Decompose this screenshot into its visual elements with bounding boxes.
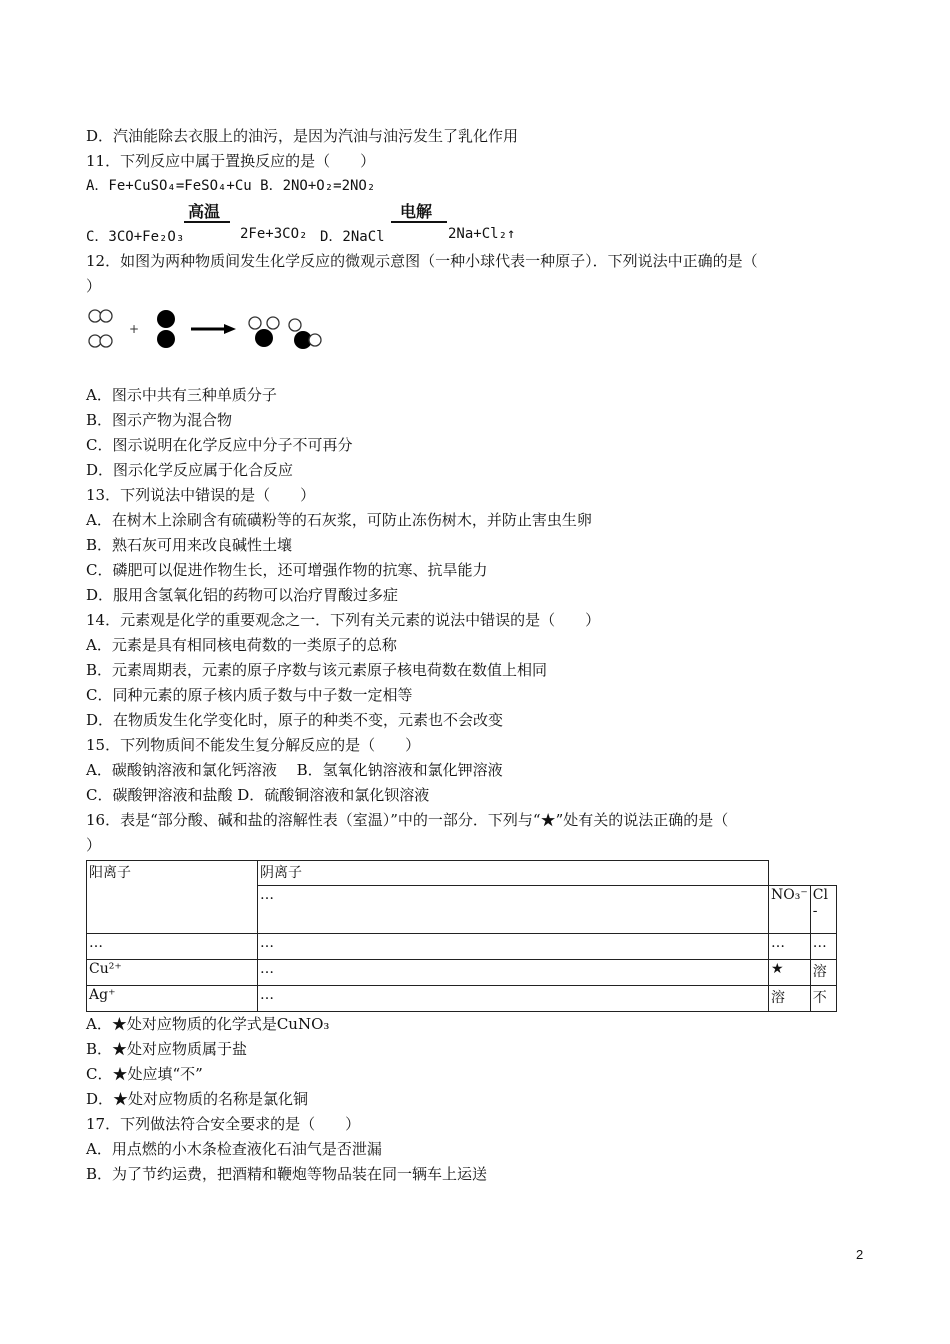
ag-cl-solubility: 不: [810, 986, 836, 1012]
ellipsis-cell: …: [87, 934, 258, 960]
condition-high-temp: 高温: [188, 202, 221, 221]
q14-option-d: D．在物质发生化学变化时，原子的种类不变，元素也不会改变: [86, 711, 504, 729]
q17-stem: 17．下列做法符合安全要求的是（ ）: [86, 1115, 361, 1133]
q15-stem: 15．下列物质间不能发生复分解反应的是（ ）: [86, 736, 421, 754]
reaction-arrow-line: [391, 221, 447, 223]
q15-options-ab: A．碳酸钠溶液和氯化钙溶液 B．氢氧化钠溶液和氯化钾溶液: [86, 761, 503, 779]
q12-option-a: A．图示中共有三种单质分子: [86, 386, 277, 404]
q12-stem: 12．如图为两种物质间发生化学反应的微观示意图（一种小球代表一种原子）．下列说法中正确的是（: [86, 252, 758, 270]
anion-cl: [810, 886, 836, 934]
q10-option-d: D．汽油能除去衣服上的油污，是因为汽油与油污发生了乳化作用: [86, 127, 519, 145]
cation-header: 阳离子: [87, 861, 258, 934]
q12-option-d: D．图示化学反应属于化合反应: [86, 461, 294, 479]
molecule-diagram-svg: [86, 305, 336, 357]
q11-option-c-reactants: C．3CO+Fe₂O₃: [86, 229, 185, 245]
q12-stem-end: ）: [86, 277, 102, 295]
q14-stem: 14．元素观是化学的重要观念之一．下列有关元素的说法中错误的是（ ）: [86, 611, 601, 629]
cation-cu: Cu²⁺: [87, 960, 258, 986]
anion-no3: NO₃⁻: [769, 886, 811, 934]
ellipsis-cell: …: [769, 934, 811, 960]
q17-option-a: A．用点燃的小木条检查液化石油气是否泄漏: [86, 1140, 382, 1158]
q13-option-d: D．服用含氢氧化铝的药物可以治疗胃酸过多症: [86, 586, 399, 604]
reaction-arrow-line: [184, 221, 230, 223]
q11-stem: 11．下列反应中属于置换反应的是（ ）: [86, 152, 376, 170]
reaction-micro-diagram: [86, 305, 846, 357]
q11-option-c-products: 2Fe+3CO₂: [240, 226, 308, 242]
q11-options-ab: A．Fe+CuSO₄=FeSO₄+Cu B．2NO+O₂=2NO₂: [86, 178, 376, 194]
q14-option-b: B．元素周期表，元素的原子序数与该元素原子核电荷数在数值上相同: [86, 661, 548, 679]
q14-option-c: C．同种元素的原子核内质子数与中子数一定相等: [86, 686, 413, 704]
q16-option-d: D．★处对应物质的名称是氯化铜: [86, 1090, 309, 1108]
svg-text:+: +: [129, 322, 140, 336]
page-number: 2: [856, 1247, 864, 1262]
condition-electrolysis: 电解: [400, 202, 433, 221]
ellipsis-cell: …: [258, 960, 769, 986]
anion-cl-symbol: Cl: [812, 887, 828, 903]
star-cell: ★: [769, 960, 811, 986]
q13-option-b: B．熟石灰可用来改良碱性土壤: [86, 536, 293, 554]
exam-page: [86, 124, 846, 1187]
cation-ag: Ag⁺: [87, 986, 258, 1012]
q11-option-d-reactants: D．2NaCl: [320, 229, 385, 245]
q13-stem: 13．下列说法中错误的是（ ）: [86, 486, 316, 504]
ellipsis-cell: …: [810, 934, 836, 960]
q16-option-a: A．★处对应物质的化学式是CuNO₃: [86, 1015, 330, 1033]
ellipsis-cell: …: [258, 986, 769, 1012]
empty-cell: [769, 861, 811, 886]
ellipsis-cell: …: [258, 934, 769, 960]
q16-option-c: C．★处应填“不”: [86, 1065, 203, 1083]
q16-option-b: B．★处对应物质属于盐: [86, 1040, 248, 1058]
ag-no3-solubility: 溶: [769, 986, 811, 1012]
q14-option-a: A．元素是具有相同核电荷数的一类原子的总称: [86, 636, 397, 654]
ellipsis-cell: …: [258, 886, 769, 934]
q12-option-c: C．图示说明在化学反应中分子不可再分: [86, 436, 353, 454]
q13-option-a: A．在树木上涂刷含有硫磺粉等的石灰浆，可防止冻伤树木，并防止害虫生卵: [86, 511, 592, 529]
q16-stem: 16．表是“部分酸、碱和盐的溶解性表（室温）”中的一部分．下列与“★”处有关的说法正确的是（: [86, 811, 729, 829]
q15-options-cd: C．碳酸钾溶液和盐酸 D．硫酸铜溶液和氯化钡溶液: [86, 786, 430, 804]
q11-options-cd: [86, 199, 846, 249]
q16-stem-end: ）: [86, 836, 102, 854]
q12-option-b: B．图示产物为混合物: [86, 411, 233, 429]
empty-cell: [810, 861, 836, 886]
cu-cl-solubility: 溶: [810, 960, 836, 986]
q11-option-d-products: 2Na+Cl₂↑: [448, 226, 516, 242]
solubility-table: [86, 860, 837, 1012]
q13-option-c: C．磷肥可以促进作物生长，还可增强作物的抗寒、抗旱能力: [86, 561, 488, 579]
anion-cl-charge: -: [812, 903, 818, 919]
q17-option-b: B．为了节约运费，把酒精和鞭炮等物品装在同一辆车上运送: [86, 1165, 488, 1183]
anion-header: 阴离子: [258, 861, 769, 886]
